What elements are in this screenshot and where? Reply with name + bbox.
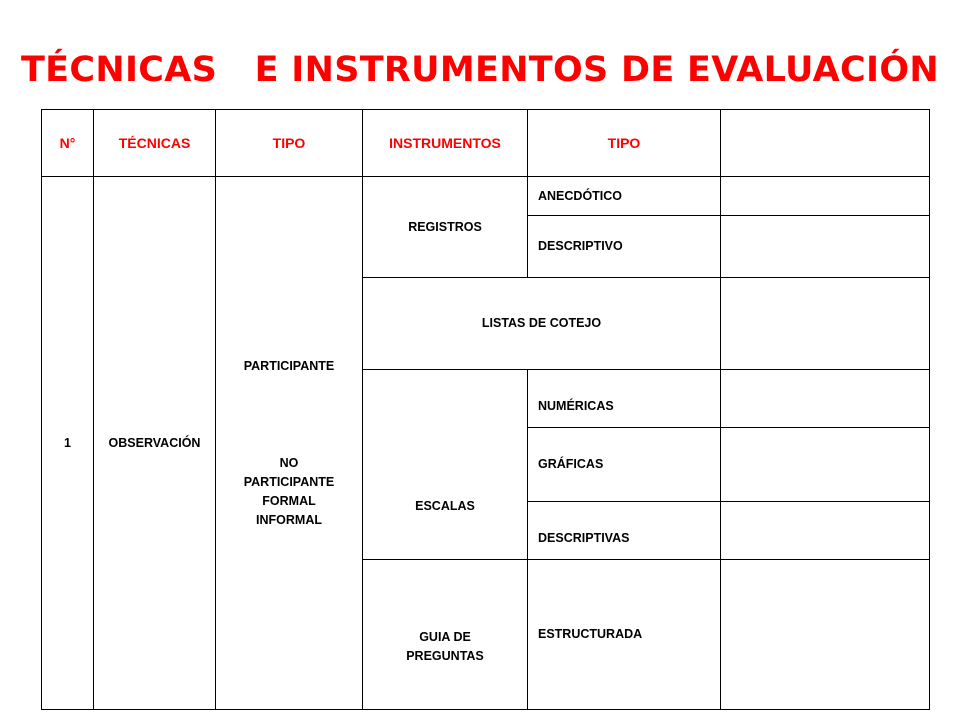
spacer [220,376,358,454]
page-title: TÉCNICAS E INSTRUMENTOS DE EVALUACIÓN [20,50,940,90]
type-descriptivo: DESCRIPTIVO [528,216,721,278]
type-participante: PARTICIPANTE [243,358,335,373]
header-instrumentos: INSTRUMENTOS [363,110,528,177]
header-tecnicas: TÉCNICAS [94,110,216,177]
empty-cell [721,428,930,502]
header-empty [721,110,930,177]
technique-type-cell [216,177,363,710]
evaluation-table [41,109,930,710]
guia-line-2: PREGUNTAS [406,648,484,663]
empty-cell [721,278,930,370]
empty-cell [721,502,930,560]
instrument-registros: REGISTROS [363,177,528,278]
empty-cell [721,370,930,428]
type-anecdotico: ANECDÓTICO [528,177,721,216]
type-graficas: GRÁFICAS [528,428,721,502]
type-formal: FORMAL [262,493,316,508]
descriptivas-label: DESCRIPTIVAS [538,531,630,545]
type-numericas [528,370,721,428]
header-tipo: TIPO [216,110,363,177]
type-participante-2: PARTICIPANTE [243,474,335,489]
header-row [42,110,930,177]
numericas-label: NUMÉRICAS [538,399,614,413]
header-number: N° [42,110,94,177]
type-no: NO [279,455,299,470]
instrument-escalas [363,370,528,560]
instrument-listas-cotejo: LISTAS DE COTEJO [363,278,721,370]
instrument-guia [363,560,528,710]
empty-cell [721,216,930,278]
technique-cell: OBSERVACIÓN [94,177,216,710]
row-number: 1 [42,177,94,710]
table-row [42,177,930,216]
guia-line-1: GUIA DE [419,629,471,644]
empty-cell [721,560,930,710]
type-informal: INFORMAL [256,512,322,527]
type-estructurada: ESTRUCTURADA [528,560,721,710]
type-descriptivas [528,502,721,560]
empty-cell [721,177,930,216]
header-tipo-instrument: TIPO [528,110,721,177]
escalas-label: ESCALAS [415,499,475,513]
